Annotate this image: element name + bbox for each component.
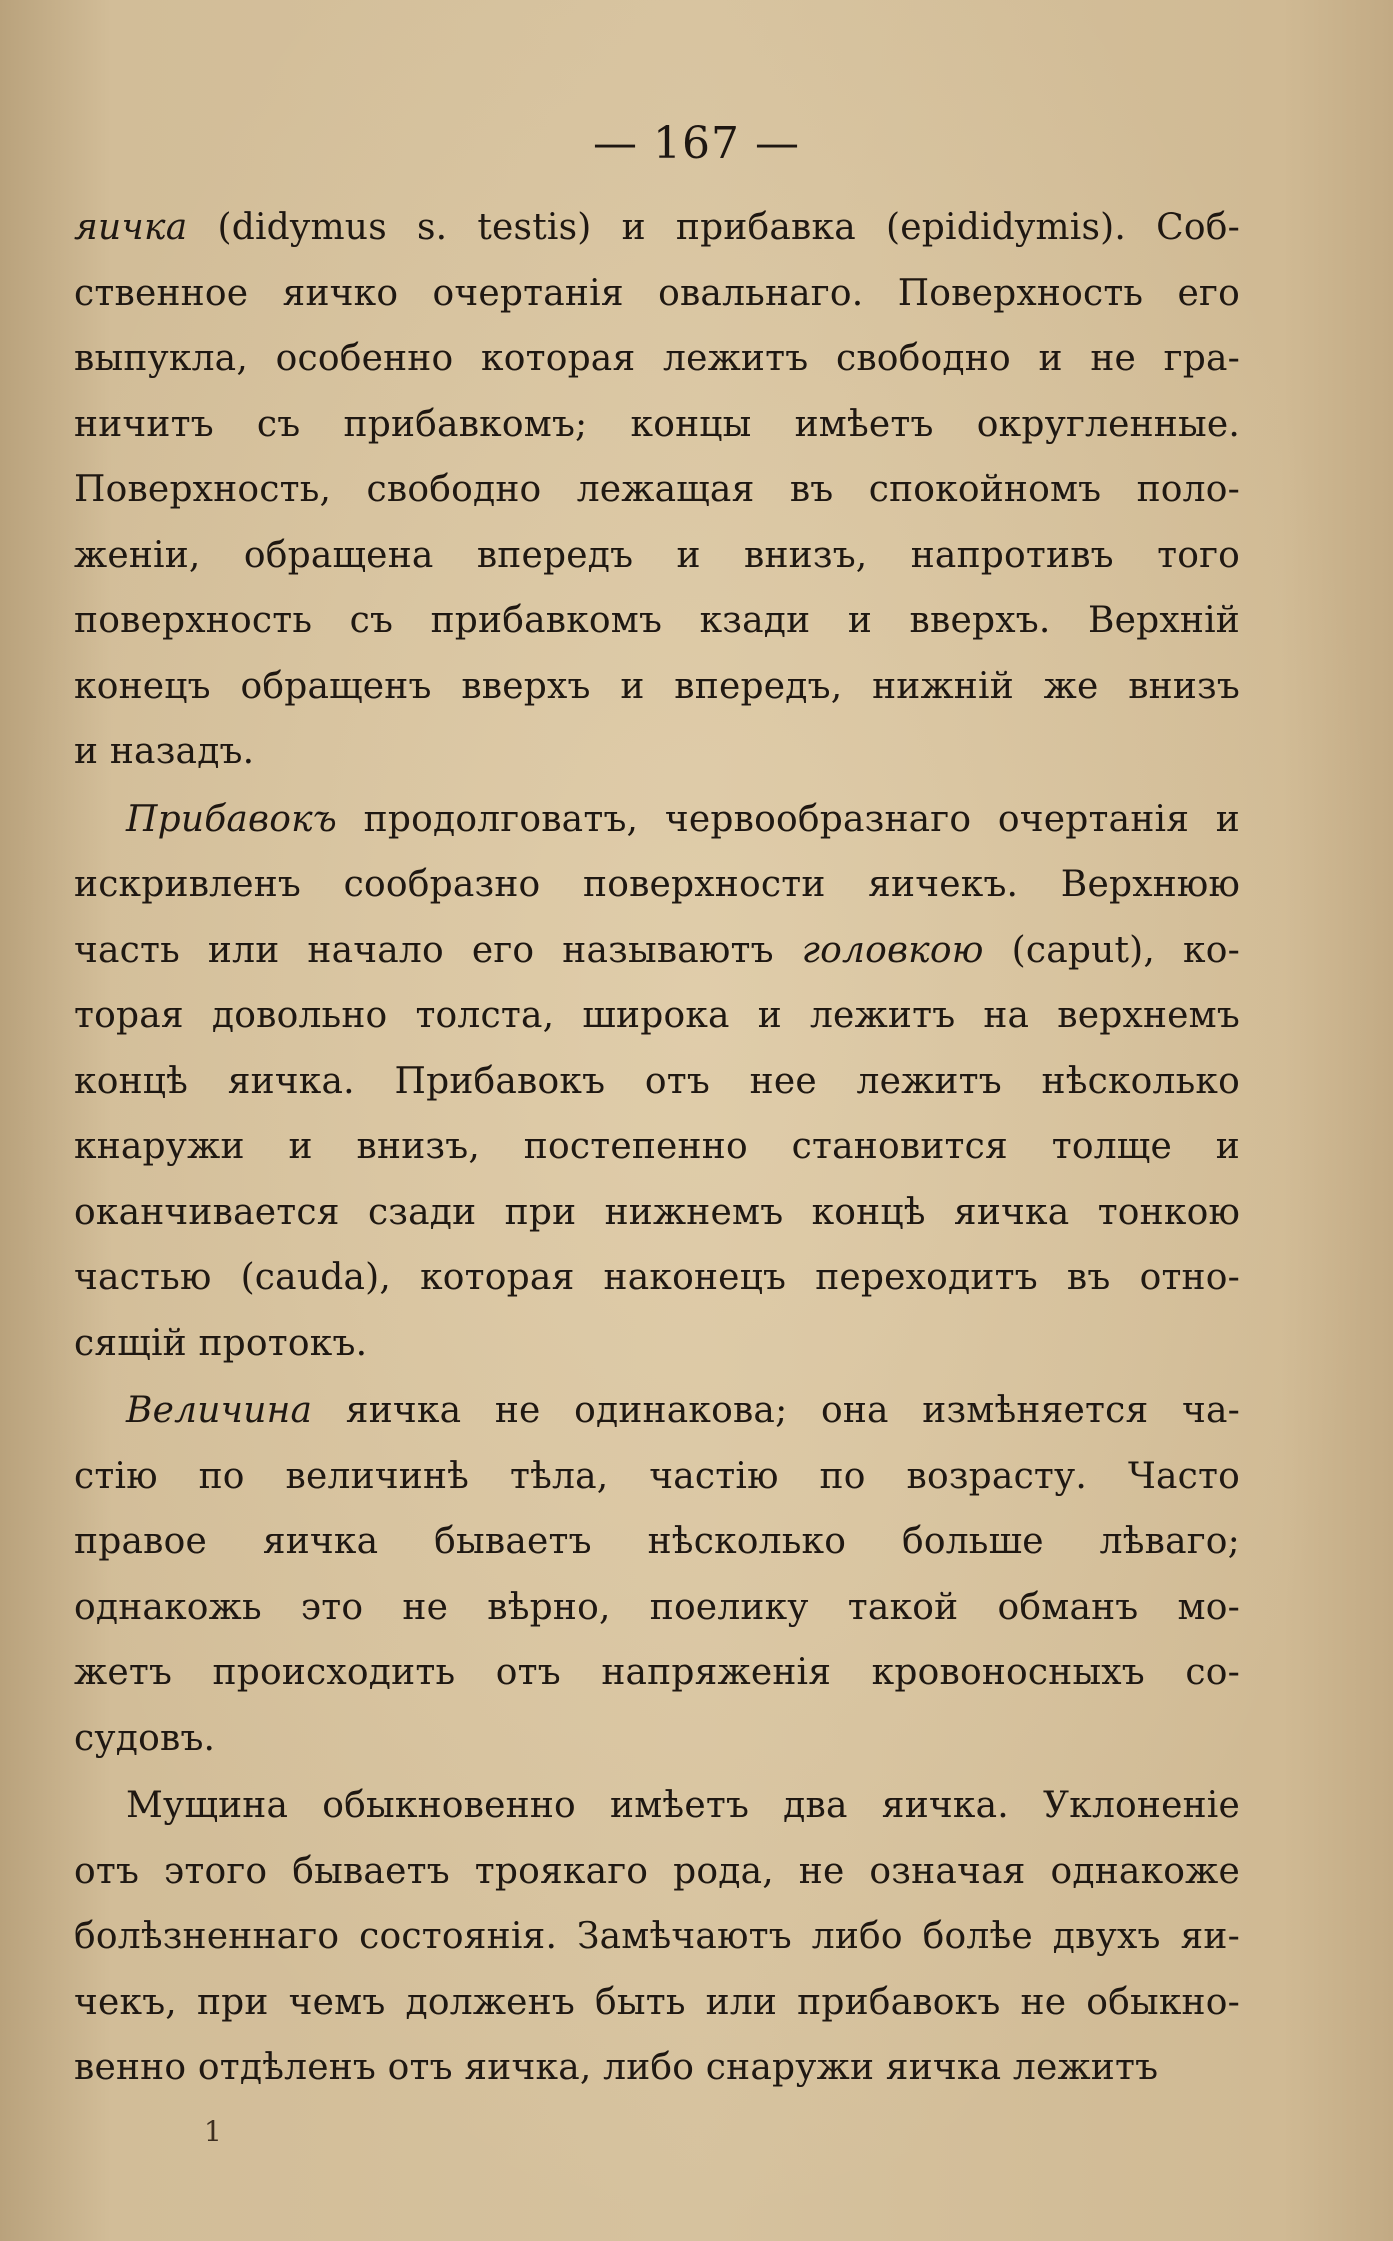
body-text bbox=[74, 195, 1240, 2103]
text-line bbox=[74, 1180, 1240, 1246]
line-text: чекъ, при чемъ долженъ быть или прибавокъ не обыкно- bbox=[74, 1981, 1240, 2023]
line-text: женіи, обращена впередъ и внизъ, напротивъ того bbox=[74, 534, 1240, 576]
text-line bbox=[74, 588, 1240, 654]
line-text: болѣзненнаго состоянія. Замѣчаютъ либо болѣе двухъ яи- bbox=[74, 1916, 1240, 1957]
line-text: концѣ яичка. Прибавокъ отъ нее лежитъ нѣсколько bbox=[74, 1060, 1240, 1102]
text-line bbox=[74, 261, 1240, 327]
line-text: кнаружи и внизъ, постепенно становится толще и bbox=[74, 1126, 1240, 1167]
text-line bbox=[74, 1839, 1240, 1905]
text-line bbox=[74, 787, 1240, 853]
italic-term: головкою bbox=[801, 929, 984, 971]
line-text: искривленъ сообразно поверхности яичекъ. Верхнюю bbox=[74, 864, 1240, 905]
line-text: оканчивается сзади при нижнемъ концѣ яичка тонкою bbox=[74, 1191, 1240, 1233]
text-line bbox=[74, 2035, 1240, 2101]
text-line bbox=[74, 983, 1240, 1049]
line-text: однакожь это не вѣрно, поелику такой обманъ мо- bbox=[74, 1586, 1240, 1628]
line-text: Мущина обыкновенно имѣетъ два яичка. Уклоненіе bbox=[126, 1785, 1240, 1826]
line-text: выпукла, особенно которая лежитъ свободно и не гра- bbox=[74, 338, 1240, 379]
text-line bbox=[74, 1509, 1240, 1575]
line-text: поверхность съ прибавкомъ кзади и вверхъ. Верхній bbox=[74, 600, 1240, 641]
text-line bbox=[74, 852, 1240, 918]
text-line bbox=[74, 1773, 1240, 1839]
text-line bbox=[74, 654, 1240, 720]
line-text: Поверхность, свободно лежащая въ спокойномъ поло- bbox=[74, 469, 1240, 510]
text-line bbox=[74, 1311, 1240, 1377]
line-text: ственное яичко очертанія овальнаго. Поверхность его bbox=[74, 272, 1240, 314]
text-line bbox=[74, 457, 1240, 523]
text-line bbox=[74, 918, 1240, 984]
line-text: венно отдѣленъ отъ яичка, либо снаружи яичка лежитъ bbox=[74, 2047, 1159, 2088]
line-text: отъ этого бываетъ троякаго рода, не означая однакоже bbox=[74, 1850, 1240, 1892]
line-text: судовъ. bbox=[74, 1717, 216, 1759]
text-line bbox=[74, 1114, 1240, 1180]
text-line bbox=[74, 523, 1240, 589]
line-text: (caput), ко- bbox=[983, 929, 1240, 971]
paragraph bbox=[74, 1378, 1240, 1771]
line-text: (didymus s. testis) и прибавка (epididymis). Соб- bbox=[187, 207, 1240, 248]
line-text: яичка не одинакова; она измѣняется ча- bbox=[312, 1390, 1240, 1431]
line-text: жетъ происходить отъ напряженія кровоносныхъ со- bbox=[74, 1652, 1240, 1693]
line-text: ничитъ съ прибавкомъ; концы имѣетъ округленные. bbox=[74, 403, 1240, 445]
footer-mark: 1 bbox=[204, 2115, 222, 2148]
paragraph bbox=[74, 787, 1240, 1377]
text-line bbox=[74, 1049, 1240, 1115]
text-line bbox=[74, 1378, 1240, 1444]
line-text: конецъ обращенъ вверхъ и впередъ, нижній же внизъ bbox=[74, 665, 1240, 707]
italic-term: Величина bbox=[126, 1390, 313, 1431]
italic-term: Прибавокъ bbox=[126, 798, 337, 840]
text-line bbox=[74, 1575, 1240, 1641]
text-line bbox=[74, 1640, 1240, 1706]
line-text: часть или начало его называютъ bbox=[74, 929, 802, 971]
line-text: продолговатъ, червообразнаго очертанія и bbox=[336, 798, 1240, 840]
text-line bbox=[74, 1444, 1240, 1510]
page-number: — 167 — bbox=[593, 118, 800, 169]
text-line bbox=[74, 1904, 1240, 1970]
line-text: правое яичка бываетъ нѣсколько больше лѣваго; bbox=[74, 1521, 1240, 1562]
text-line bbox=[74, 1970, 1240, 2036]
text-line bbox=[74, 1706, 1240, 1772]
line-text: сящій протокъ. bbox=[74, 1322, 368, 1364]
text-line bbox=[74, 195, 1240, 261]
text-line bbox=[74, 392, 1240, 458]
paragraph bbox=[74, 195, 1240, 785]
text-line bbox=[74, 1245, 1240, 1311]
line-text: и назадъ. bbox=[74, 731, 255, 772]
text-line bbox=[74, 326, 1240, 392]
text-line bbox=[74, 719, 1240, 785]
line-text: частью (cauda), которая наконецъ переходитъ въ отно- bbox=[74, 1257, 1240, 1298]
line-text: торая довольно толста, широка и лежитъ на верхнемъ bbox=[74, 995, 1240, 1036]
italic-term: яичка bbox=[74, 207, 188, 248]
line-text: стію по величинѣ тѣла, частію по возрасту. Часто bbox=[74, 1455, 1240, 1497]
paragraph bbox=[74, 1773, 1240, 2101]
